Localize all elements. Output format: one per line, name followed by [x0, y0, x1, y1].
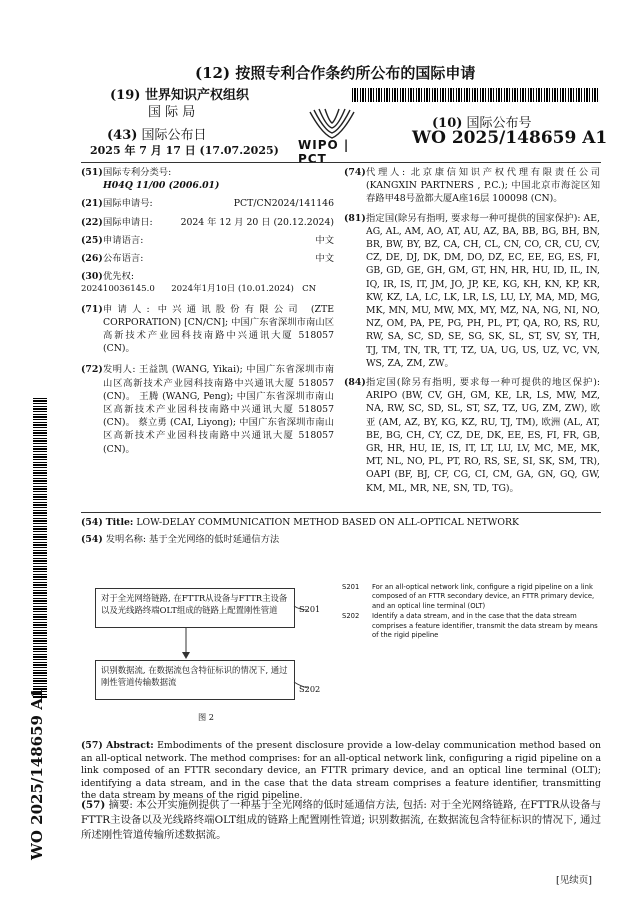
- wipo-pct-text: WIPO | PCT: [298, 138, 350, 166]
- date-label: 国际公布日: [141, 128, 207, 143]
- date-code: (43): [107, 128, 138, 143]
- doc-kind: [195, 62, 475, 83]
- figure-box-s201: 对于全光网络链路, 在FTTR从设备与FTTR主设备以及光线路终端OLT组成的链路上配置刚性管道: [95, 588, 295, 628]
- wipo-logo: [292, 104, 372, 166]
- num-label: 国际公布号: [466, 116, 532, 131]
- kind-code: (12): [195, 64, 231, 82]
- abstract-cn: (57) 摘要: 本公开实施例提供了一种基于全光网络的低时延通信方法, 包括: 对于全光网络链路, 在FTTR从设备与FTTR主设备以及光线路终端OLT组成的链路上配置刚性管道; 识别数据流, 在数据流包含特征标识的情况下, 通过所述刚性管道传输所述数据流。: [81, 799, 601, 841]
- abstract-cn-text: 本公开实施例提供了一种基于全光网络的低时延通信方法, 包括: 对于全光网络链路, 在FTTR从设备与FTTR主设备以及光线路终端OLT组成的链路上配置刚性管道; 识别数据流, 在数据流包含特征标识的情况下, 通过所述刚性管道传输所述数据流。: [81, 799, 601, 841]
- ref-s202: S202: [299, 684, 321, 694]
- biblio-divider: [81, 512, 601, 513]
- org-bureau: 国 际 局: [148, 105, 196, 120]
- right-biblio: [344, 166, 600, 495]
- designated-regions-text: 指定国(除另有指明, 要求每一种可提供的地区保护): ARIPO (BW, CV, GH, GM, KE, LR, LS, MW, MZ, NA, RW, SC, SD, SL, ST, SZ, TZ, UG, ZM, ZW), 欧亚 (AM, AZ, BY, KG, KZ, RU, TJ, TM), 欧洲 (AL, AT, BE, BG, CH, CY, CZ, DE, DK, EE, ES, FI, FR, GB, GR, HR, HU, IE, IS, IT, LT, LU, LV, MC, ME, MK, MT, NL, NO, PL, PT, RO, RS, SE, SI, SK, SM, TR), OAPI (BF, BJ, CF, CG, CI, CM, GA, GN, GQ, GW, KM, ML, MR, NE, SN, TD, TG)。: [366, 377, 600, 494]
- field-51: (51) 国际专利分类号:: [81, 167, 172, 178]
- legend-s202: S202 Identify a data stream, and in the case that the data stream comprises a feature identifier, transmit the data stream by means of the rigid pipeline: [342, 612, 598, 640]
- org-code: (19): [110, 88, 141, 103]
- inventors-text: 发明人: 王益凯 (WANG, Yikai); 中国广东省深圳市南山区高新技术产业园科技南路中兴通讯大厦 518057 (CN)。 王腾 (WANG, Peng); 中国广东省深圳市南山区高新技术产业园科技南路中兴通讯大厦 518057 (CN)。 蔡立勇 (CAI, Liyong); 中国广东省深圳市南山区高新技术产业园科技南路中兴通讯大厦 518057 (CN)。: [103, 364, 334, 455]
- title-en: LOW-DELAY COMMUNICATION METHOD BASED ON ALL-OPTICAL NETWORK: [136, 517, 519, 528]
- title-cn-line: (54) 发明名称: 基于全光网络的低时延通信方法: [81, 534, 280, 545]
- figure-box-s202: 识别数据流, 在数据流包含特征标识的情况下, 通过刚性管道传输数据流: [95, 660, 295, 700]
- field-26: (26) 公布语言: 中文: [81, 253, 334, 265]
- field-30: (30) 优先权:: [81, 271, 135, 283]
- field-81: (81) 指定国(除另有指明, 要求每一种可提供的国家保护): AE, AG, AL, AM, AO, AT, AU, AZ, BA, BB, BG, BH, BN, BR, BW, BY, BZ, CA, CH, CL, CN, CO, CR, CU, CV, CZ, DE, DJ, DK, DM, DO, DZ, EC, EE, EG, ES, FI, GB, GD, GE, GH, GM, GT, HN, HR, HU, ID, IL, IN, IQ, IR, IS, IT, JM, JO, JP, KE, KG, KH, KN, KP, KR, KW, KZ, LA, LC, LK, LR, LS, LU, LY, MA, MD, MG, MK, MN, MU, MW, MX, MY, MZ, NA, NG, NI, NO, NZ, OM, PA, PE, PG, PH, PL, PT, QA, RO, RS, RU, RW, SA, SC, SD, SE, SG, SK, SL, ST, SV, SY, TH, TJ, TM, TN, TR, TT, TZ, UA, UG, US, UZ, VC, VN, WS, ZA, ZM, ZW。: [344, 212, 600, 369]
- agent-text: 代理人: 北京康信知识产权代理有限责任公司 (KANGXIN PARTNERS , P.C.); 中国北京市海淀区知春路甲48号盈都大厦A座16层 100098 (CN)。: [366, 167, 600, 205]
- abstract-en-text: Embodiments of the present disclosure provide a low-delay communication method based on an all-optical network. The method comprises: for an all-optical network link, configuring a rigid pipeline on a link composed of an FTTR secondary device, an FTTR primary device, and an optical line terminal (OLT); identifying a data stream, and in the case that the data stream comprises a feature identifier, transmitting the data stream by means of the rigid pipeline.: [81, 740, 601, 802]
- title-cn: 基于全光网络的低时延通信方法: [149, 534, 280, 545]
- field-71: (71) 申请人: 中兴通讯股份有限公司 (ZTE CORPORATION) [CN/CN]; 中国广东省深圳市南山区高新技术产业园科技南路中兴通讯大厦 518057 (CN)。: [81, 303, 334, 355]
- side-pub-number: WO 2025/148659 A1: [28, 687, 46, 860]
- flow-arrow-icon: [180, 628, 192, 660]
- num-code: (10): [432, 116, 463, 131]
- pub-date: 2025 年 7 月 17 日 (17.07.2025): [90, 144, 279, 157]
- priority-value: 202410036145.0 2024年1月10日 (10.01.2024) CN: [81, 284, 317, 295]
- field-25: (25) 申请语言: 中文: [81, 234, 334, 246]
- header-divider: [81, 162, 601, 163]
- abstract-en: (57) Abstract: Embodiments of the present disclosure provide a low-delay communication method based on an all-optical network. The method comprises: for an all-optical network link, configuring a rigid pipeline on a link composed of an FTTR secondary device, an FTTR primary device, and an optical line terminal (OLT); identifying a data stream, and in the case that the data stream comprises a feature identifier, transmitting the data stream by means of the rigid pipeline.: [81, 740, 601, 802]
- designated-states-text: 指定国(除另有指明, 要求每一种可提供的国家保护): AE, AG, AL, AM, AO, AT, AU, AZ, BA, BB, BG, BH, BN, BR, BW, BY, BZ, CA, CH, CL, CN, CO, CR, CU, CV, CZ, DE, DJ, DK, DM, DO, DZ, EC, EE, EG, ES, FI, GB, GD, GE, GH, GM, GT, HN, HR, HU, ID, IL, IN, IQ, IR, IS, IT, JM, JO, JP, KE, KG, KH, KN, KP, KR, KW, KZ, LA, LC, LK, LR, LS, LU, LY, MA, MD, MG, MK, MN, MU, MW, MX, MY, MZ, NA, NG, NI, NO, NZ, OM, PA, PE, PG, PH, PL, PT, QA, RO, RS, RU, RW, SA, SC, SD, SE, SG, SK, SL, ST, SV, SY, TH, TJ, TM, TN, TR, TT, TZ, UA, UG, US, UZ, VC, VN, WS, ZA, ZM, ZW。: [366, 212, 600, 369]
- figure-legend: [342, 583, 604, 640]
- legend-s201: S201 For an all-optical network link, configure a rigid pipeline on a link composed of an FTTR secondary device, an FTTR primary device, and an optical line terminal (OLT): [342, 583, 595, 610]
- field-72: (72) 发明人: 王益凯 (WANG, Yikai); 中国广东省深圳市南山区高新技术产业园科技南路中兴通讯大厦 518057 (CN)。 王腾 (WANG, Peng); 中国广东省深圳市南山区高新技术产业园科技南路中兴通讯大厦 518057 (CN)。 蔡立勇 (CAI, Liyong); 中国广东省深圳市南山区高新技术产业园科技南路中兴通讯大厦 518057 (CN)。: [81, 364, 334, 455]
- doc-title: 按照专利合作条约所公布的国际申请: [235, 64, 476, 82]
- title-en-line: (54) Title: LOW-DELAY COMMUNICATION METHOD BASED ON ALL-OPTICAL NETWORK: [81, 517, 519, 528]
- field-84: (84) 指定国(除另有指明, 要求每一种可提供的地区保护): ARIPO (BW, CV, GH, GM, KE, LR, LS, MW, MZ, NA, RW, SC, SD, SL, ST, SZ, TZ, UG, ZM, ZW), 欧亚 (AM, AZ, BY, KG, KZ, RU, TJ, TM), 欧洲 (AL, AT, BE, BG, CH, CY, CZ, DE, DK, EE, ES, FI, FR, GB, GR, HR, HU, IE, IS, IT, LT, LU, LV, MC, ME, MK, MT, NL, NO, PL, PT, RO, RS, SE, SI, SK, SM, TR), OAPI (BF, BJ, CF, CG, CI, CM, GA, GN, GQ, GW, KM, ML, MR, NE, SN, TD, TG)。: [344, 377, 600, 494]
- side-barcode-icon: [33, 398, 47, 698]
- field-74: (74) 代理人: 北京康信知识产权代理有限责任公司 (KANGXIN PARTNERS , P.C.); 中国北京市海淀区知春路甲48号盈都大厦A座16层 100098 (CN)。: [344, 167, 600, 205]
- org-name: 世界知识产权组织: [144, 88, 249, 103]
- pub-number: WO 2025/148659 A1: [412, 128, 608, 148]
- applicant-text: 申请人: 中兴通讯股份有限公司 (ZTE CORPORATION) [CN/CN]; 中国广东省深圳市南山区高新技术产业园科技南路中兴通讯大厦 518057 (CN)。: [103, 303, 334, 355]
- barcode-icon: [352, 88, 598, 102]
- figure-caption: 图 2: [198, 712, 214, 722]
- field-21: (21) 国际申请号: PCT/CN2024/141146: [81, 198, 334, 210]
- left-biblio: [81, 166, 334, 456]
- continued-note: [见续页]: [556, 875, 592, 886]
- ipc-value: H04Q 11/00 (2006.01): [103, 180, 220, 192]
- ref-s201: S201: [299, 604, 321, 614]
- field-22: (22) 国际申请日: 2024 年 12 月 20 日 (20.12.2024): [81, 216, 334, 228]
- pub-date-label-block: [107, 124, 207, 143]
